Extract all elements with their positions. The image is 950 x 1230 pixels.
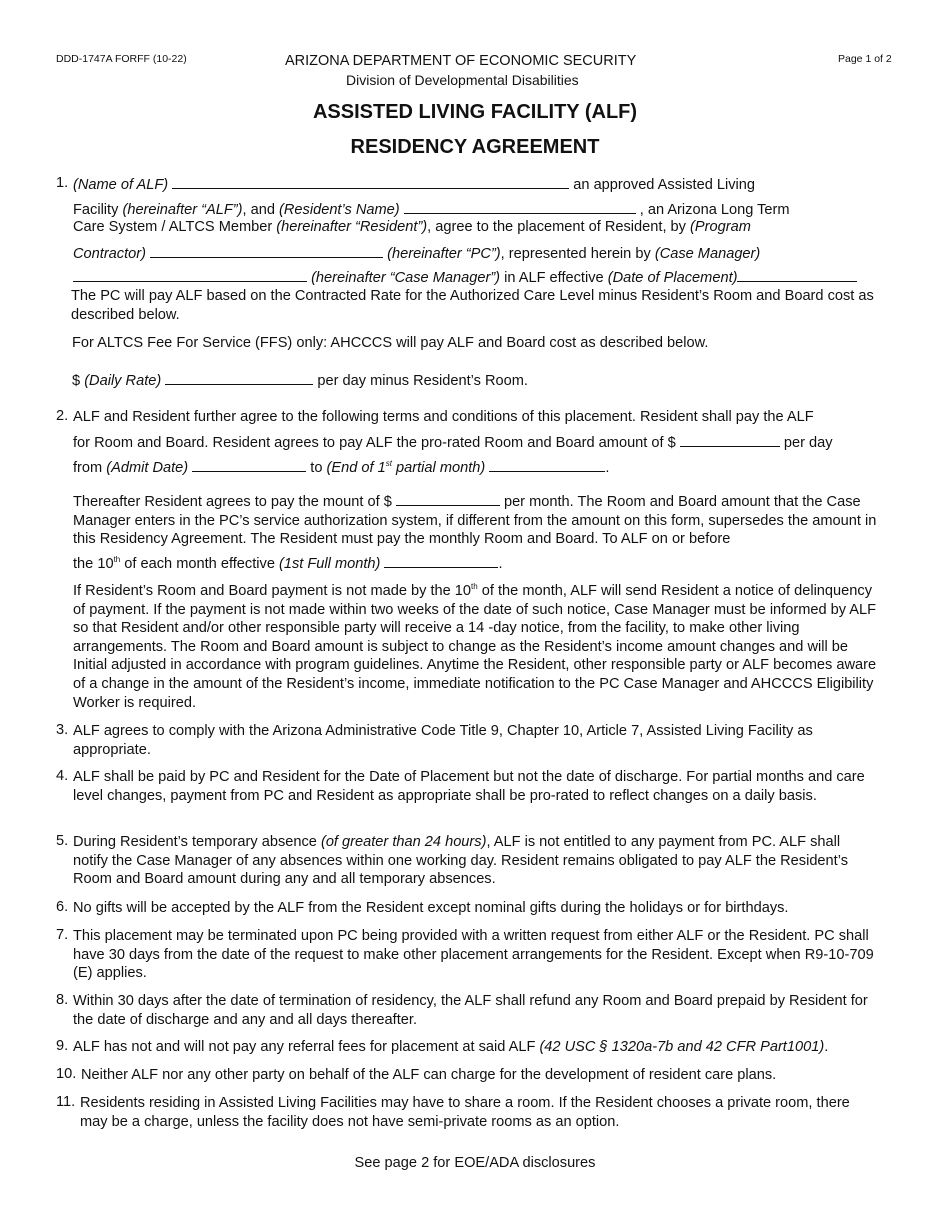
program-contractor-field[interactable] <box>150 244 383 258</box>
section-11-number: 11. <box>56 1094 76 1110</box>
case-manager-field[interactable] <box>73 268 307 282</box>
s2-line-1: ALF and Resident further agree to the following terms and conditions of this placement. Resident shall pay the ALF <box>73 409 814 425</box>
s2-period-2: . <box>498 556 503 572</box>
label-name-of-alf: (Name of ALF) <box>73 177 169 193</box>
s2-end-of: (End of 1 <box>326 460 386 476</box>
s2-of-each: of each month effective <box>120 556 275 572</box>
s2-line-3 <box>73 458 609 478</box>
name-of-alf-field[interactable] <box>172 175 569 189</box>
section-9-number: 9. <box>56 1038 69 1054</box>
label-case-manager: (Case Manager) <box>654 246 761 262</box>
s2-notice-a: If Resident’s Room and Board payment is not made by the 10 <box>73 583 472 599</box>
s1-an-arizona: , an Arizona Long Term <box>639 202 790 218</box>
section-7-number: 7. <box>56 927 69 943</box>
monthly-amount-field[interactable] <box>396 492 500 506</box>
s9-a: ALF has not and will not pay any referral fees for placement at said ALF <box>73 1039 540 1055</box>
s1-ffs-text: For ALTCS Fee For Service (FFS) only: AHCCCS will pay ALF and Board cost as described below. <box>72 335 709 351</box>
label-residents-name: (Resident’s Name) <box>279 202 400 218</box>
label-contractor: Contractor) <box>73 246 146 262</box>
s1-hereinafter-resident: (hereinafter “Resident”) <box>276 219 428 235</box>
s2-the-10: the 10 <box>73 556 114 572</box>
s1-agree: , agree to the placement of Resident, by <box>427 219 686 235</box>
s2-line-2 <box>73 433 833 453</box>
page-title-line-1: ASSISTED LIVING FACILITY (ALF) <box>312 101 638 123</box>
s2-thereafter-para <box>73 492 903 549</box>
residents-name-field[interactable] <box>404 200 636 214</box>
admit-date-field[interactable] <box>192 458 306 472</box>
division-name: Division of Developmental Disabilities <box>346 72 579 88</box>
s2-period: . <box>605 460 610 476</box>
section-2-number: 2. <box>56 408 69 424</box>
section-6-number: 6. <box>56 899 69 915</box>
daily-rate-field[interactable] <box>165 371 313 385</box>
s2-tenth-line <box>73 554 503 574</box>
s9-c: . <box>824 1039 829 1055</box>
s2-prorated-text: for Room and Board. Resident agrees to pay ALF the pro-rated Room and Board amount of $ <box>73 435 676 451</box>
s2-per-month: per month. The Room and Board amount that the Case Manager enters in the PC’s service authorization system, if different from the amount on this form, supersedes the amount in this Residency Agreement. The Resident must pay the monthly Room and Board. To ALF on or before <box>73 494 877 548</box>
s1-facility: Facility <box>73 202 119 218</box>
footer-note: See page 2 for EOE/ADA disclosures <box>354 1155 596 1171</box>
s5-b: (of greater than 24 hours) <box>320 834 487 850</box>
s1-dollar: $ <box>72 373 81 389</box>
s5-c: , ALF is not entitled to any payment from PC. ALF shall notify the Case Manager of any absences within one working day. Resident remains obligated to pay ALF the Resident’s Room and Board amount during any and all temporary absences. <box>73 834 848 888</box>
prorated-amount-field[interactable] <box>680 433 780 447</box>
s1-and: , and <box>242 202 275 218</box>
section-4-number: 4. <box>56 768 69 784</box>
s9-b: (42 USC § 1320a-7b and 42 CFR Part1001) <box>539 1039 825 1055</box>
s2-st-sup: st <box>385 459 392 468</box>
section-6-text: No gifts will be accepted by the ALF from the Resident except nominal gifts during the holidays or for birthdays. <box>73 900 789 916</box>
s1-in-alf: in ALF effective <box>504 270 604 286</box>
section-5-text <box>73 833 873 889</box>
s1-represented: , represented herein by <box>500 246 651 262</box>
s1-care-system: Care System / ALTCS Member <box>73 219 273 235</box>
s5-a: During Resident’s temporary absence <box>73 834 321 850</box>
label-daily-rate: (Daily Rate) <box>84 373 162 389</box>
section-8-text: Within 30 days after the date of termination of residency, the ALF shall refund any Room and Board prepaid by Resident for the date of discharge and any and all days thereafter. <box>73 993 868 1028</box>
s1-line-2 <box>73 200 790 220</box>
label-date-of-placement: (Date of Placement) <box>607 270 738 286</box>
s1-line-5 <box>73 268 857 288</box>
section-9-text <box>73 1038 828 1057</box>
s2-to: to <box>310 460 323 476</box>
s1-hereinafter-pc: (hereinafter “PC”) <box>387 246 501 262</box>
s2-th-sup: th <box>113 555 121 564</box>
date-of-placement-field[interactable] <box>737 268 857 282</box>
section-8-number: 8. <box>56 992 69 1008</box>
s1-line-1 <box>73 175 755 195</box>
s1-line-3 <box>73 218 751 237</box>
s1-program: (Program <box>690 219 751 235</box>
s1-hereinafter-cm: (hereinafter “Case Manager”) <box>311 270 501 286</box>
form-id: DDD-1747A FORFF (10-22) <box>56 53 187 65</box>
page-number: Page 1 of 2 <box>838 53 892 65</box>
s2-per-day: per day <box>783 435 833 451</box>
s2-notice-th: th <box>471 582 478 591</box>
first-full-month-field[interactable] <box>384 554 498 568</box>
s2-partial-month: partial month) <box>391 460 486 476</box>
page-title-line-2: RESIDENCY AGREEMENT <box>350 136 600 158</box>
label-admit-date: (Admit Date) <box>106 460 189 476</box>
s1-pc-pay-text: The PC will pay ALF based on the Contracted Rate for the Authorized Care Level minus Resident’s Room and Board cost as described below. <box>71 288 874 323</box>
section-1-number: 1. <box>56 175 69 191</box>
s1-daily-rate-line <box>72 371 528 391</box>
section-7-text: This placement may be terminated upon PC being provided with a written request from either ALF or the Resident. PC shall have 30 days from the date of the request to make other placement arrangements for the Resident. Except when R9-10-709 (E) applies. <box>73 928 874 982</box>
s1-per-day: per day minus Resident’s Room. <box>317 373 528 389</box>
s1-hereinafter-alf: (hereinafter “ALF”) <box>122 202 243 218</box>
s2-thereafter: Thereafter Resident agrees to pay the mount of $ <box>73 494 392 510</box>
s2-notice-b: of the month, ALF will send Resident a notice of delinquency of payment. If the payment is not made within two weeks of the date of such notice, Case Manager must be informed by ALF so that Resident and/or other responsible party will receive a 14 -day notice, from the facility, to make other living arrangements. The Room and Board amount is subject to change as the Resident’s income amount changes and will be Initial adjusted in accordance with program guidelines. Anytime the Resident, other responsible party or ALF becomes aware of a change in the amount of the Resident’s income, immediate notification to the PC Case Manager and AHCCCS Eligibility Worker is required. <box>73 583 877 711</box>
section-3-number: 3. <box>56 722 69 738</box>
s2-from: from <box>73 460 103 476</box>
s1-approved-text: an approved Assisted Living <box>573 177 756 193</box>
section-4-text: ALF shall be paid by PC and Resident for the Date of Placement but not the date of discharge. For partial months and care level changes, payment from PC and Resident as appropriate shall be pro-rated to reflect changes on a daily basis. <box>73 769 865 804</box>
section-5-number: 5. <box>56 833 69 849</box>
section-10-number: 10. <box>56 1066 77 1082</box>
s2-notice-para <box>73 582 885 712</box>
label-first-full-month: (1st Full month) <box>279 556 381 572</box>
section-10-text: Neither ALF nor any other party on behalf of the ALF can charge for the development of resident care plans. <box>81 1067 777 1083</box>
end-partial-month-field[interactable] <box>489 458 605 472</box>
department-name: ARIZONA DEPARTMENT OF ECONOMIC SECURITY <box>285 53 637 69</box>
label-end-of-partial-month <box>327 460 486 476</box>
section-11-text: Residents residing in Assisted Living Facilities may have to share a room. If the Resident chooses a private room, there may be a charge, unless the facility does not have semi-private rooms as an option. <box>80 1095 850 1130</box>
section-3-text: ALF agrees to comply with the Arizona Administrative Code Title 9, Chapter 10, Article 7, Assisted Living Facility as appropriate. <box>73 723 813 758</box>
s1-line-4 <box>73 244 760 264</box>
